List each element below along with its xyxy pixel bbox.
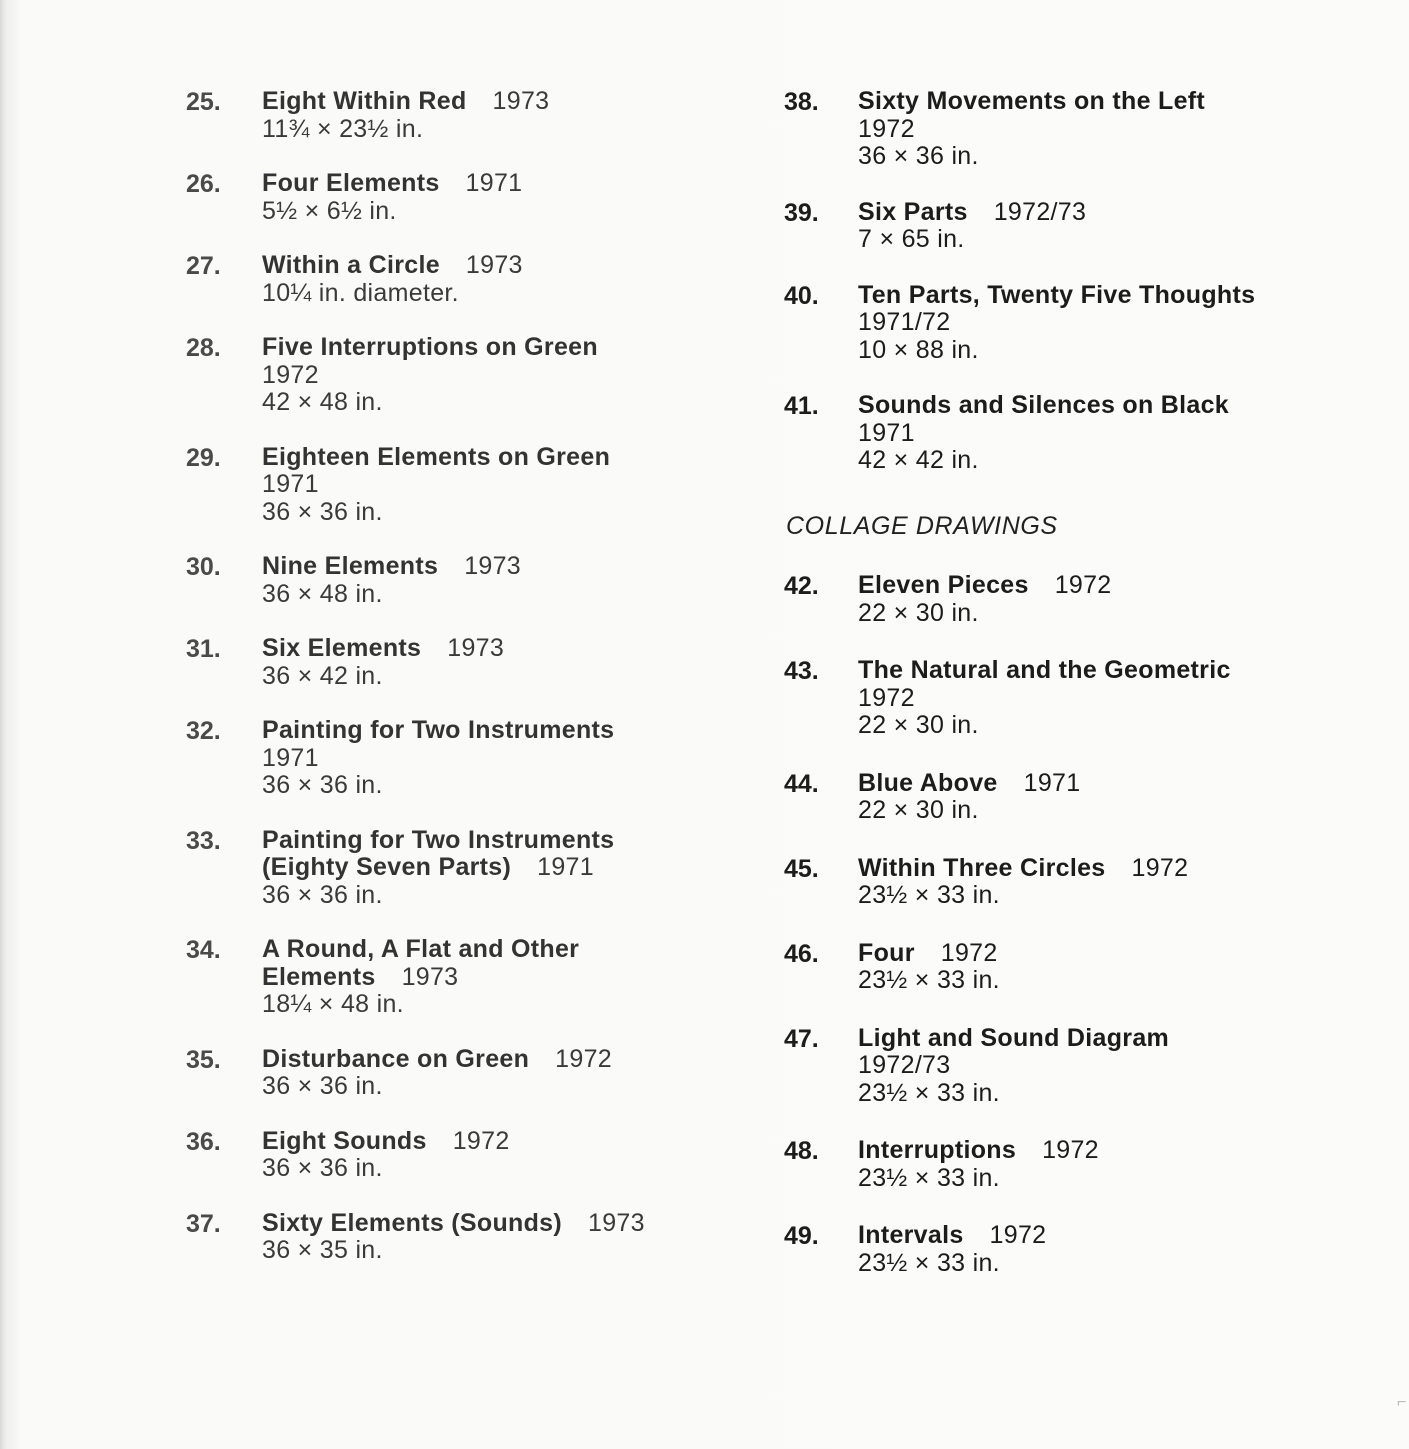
entry-year: 1973 xyxy=(464,552,522,580)
entry-title: Eleven Pieces xyxy=(858,571,1029,599)
entry-dimensions: 22 × 30 in. xyxy=(858,711,979,739)
entry-year: 1971 xyxy=(537,853,594,881)
entry-number: 45. xyxy=(784,854,819,883)
entry-title-line xyxy=(262,964,746,992)
entry-title: Four Elements xyxy=(262,169,440,197)
entry-number: 25. xyxy=(186,88,221,116)
entry-title-line xyxy=(262,1046,746,1074)
entry-year: 1972 xyxy=(858,114,915,143)
catalogue-entry xyxy=(186,88,746,143)
entry-title-line xyxy=(858,572,1374,600)
entry-number: 49. xyxy=(784,1222,819,1250)
catalogue-entry xyxy=(784,770,1374,825)
entry-year: 1971/72 xyxy=(858,308,951,336)
entry-title: The Natural and the Geometric xyxy=(858,656,1231,684)
entry-year: 1972 xyxy=(1131,853,1189,882)
entry-title-line xyxy=(858,88,1374,116)
entry-title: Sixty Movements on the Left xyxy=(858,87,1206,115)
entry-dimensions: 36 × 42 in. xyxy=(262,661,383,690)
section-heading: COLLAGE DRAWINGS xyxy=(786,512,1058,540)
entry-title-line xyxy=(262,1128,746,1156)
entry-title: Within a Circle xyxy=(262,251,440,279)
entry-dimensions: 36 × 36 in. xyxy=(262,880,383,909)
entry-dimensions: 11¾ × 23½ in. xyxy=(262,114,424,143)
entry-title-line xyxy=(262,936,746,964)
entry-title-line xyxy=(858,199,1374,227)
entry-dimensions: 36 × 36 in. xyxy=(262,1154,383,1182)
catalogue-entry xyxy=(186,827,746,910)
entry-title-line xyxy=(262,717,746,745)
entry-title: (Eighty Seven Parts) xyxy=(262,853,512,881)
entry-title: Eighteen Elements on Green xyxy=(262,442,611,471)
entry-number: 31. xyxy=(186,635,221,663)
entry-dimensions: 36 × 36 in. xyxy=(858,142,979,170)
right-column xyxy=(784,88,1374,503)
entry-year: 1972 xyxy=(1054,571,1112,599)
entry-number: 40. xyxy=(784,281,819,310)
entry-year: 1971 xyxy=(262,470,319,498)
catalogue-entry xyxy=(784,1137,1374,1192)
entry-title-line xyxy=(262,88,746,116)
entry-title-line xyxy=(858,1222,1374,1250)
catalogue-entry xyxy=(784,1222,1374,1277)
catalogue-entry xyxy=(186,1128,746,1183)
entry-number: 36. xyxy=(186,1127,221,1156)
entry-dimensions: 36 × 35 in. xyxy=(262,1236,383,1264)
entry-dimensions: 10¼ in. diameter. xyxy=(262,278,459,307)
catalogue-entry xyxy=(186,635,746,690)
entry-number: 41. xyxy=(784,392,819,420)
entry-dimensions: 36 × 36 in. xyxy=(262,771,383,799)
entry-title-line xyxy=(262,827,746,855)
catalogue-entry xyxy=(784,392,1374,475)
entry-year: 1973 xyxy=(401,962,459,991)
entry-title: Four xyxy=(858,938,915,967)
entry-title-line xyxy=(262,553,746,581)
entry-year: 1971 xyxy=(465,169,523,197)
entry-number: 47. xyxy=(784,1024,819,1053)
entry-year: 1973 xyxy=(447,634,505,662)
catalogue-entry xyxy=(186,252,746,307)
entry-year: 1972 xyxy=(940,938,998,967)
entry-year: 1973 xyxy=(465,251,523,279)
catalogue-entry xyxy=(784,572,1374,627)
entry-dimensions: 36 × 36 in. xyxy=(262,1072,383,1100)
entry-number: 37. xyxy=(186,1209,221,1238)
catalogue-entry xyxy=(186,553,746,608)
entry-year: 1972/73 xyxy=(858,1051,951,1079)
catalogue-entry xyxy=(186,1210,746,1265)
entry-title: Ten Parts, Twenty Five Thoughts xyxy=(858,280,1256,309)
catalogue-entry xyxy=(784,1025,1374,1108)
entry-number: 27. xyxy=(186,252,221,280)
entry-title: Sounds and Silences on Black xyxy=(858,391,1229,419)
entry-number: 39. xyxy=(784,198,819,227)
entry-year: 1971 xyxy=(262,743,319,772)
entry-number: 34. xyxy=(186,936,221,964)
entry-number: 28. xyxy=(186,334,221,362)
entry-title: Intervals xyxy=(858,1221,964,1249)
entry-dimensions: 23½ × 33 in. xyxy=(858,881,1000,909)
entry-title-line xyxy=(858,940,1374,968)
entry-number: 38. xyxy=(784,88,819,116)
entry-year: 1973 xyxy=(492,87,550,115)
entry-title-line xyxy=(858,1025,1374,1053)
entry-dimensions: 36 × 48 in. xyxy=(262,579,383,608)
entry-number: 26. xyxy=(186,170,221,198)
entry-year: 1972 xyxy=(1042,1136,1099,1164)
entry-year: 1972 xyxy=(452,1126,510,1155)
entry-title: Five Interruptions on Green xyxy=(262,333,598,361)
entry-number: 33. xyxy=(186,826,221,855)
catalogue-entry xyxy=(186,170,746,225)
entry-title-line xyxy=(858,855,1374,883)
entry-number: 44. xyxy=(784,769,819,798)
entry-year: 1972 xyxy=(989,1221,1047,1249)
catalogue-entry xyxy=(186,334,746,417)
entry-year: 1971 xyxy=(858,418,915,447)
entry-dimensions: 10 × 88 in. xyxy=(858,335,979,364)
entry-title: Blue Above xyxy=(858,768,998,797)
entry-title: Painting for Two Instruments xyxy=(262,716,615,744)
collage-drawings-list xyxy=(784,572,1374,1307)
entry-dimensions: 23½ × 33 in. xyxy=(858,1248,1000,1277)
entry-title: Nine Elements xyxy=(262,552,439,580)
entry-title: Within Three Circles xyxy=(858,853,1106,882)
catalogue-entry xyxy=(784,940,1374,995)
catalogue-entry xyxy=(186,444,746,527)
entry-dimensions: 42 × 42 in. xyxy=(858,446,979,474)
entry-year: 1973 xyxy=(588,1208,645,1237)
entry-number: 30. xyxy=(186,553,221,581)
entry-dimensions: 23½ × 33 in. xyxy=(858,966,1000,994)
catalogue-entry xyxy=(186,717,746,800)
entry-year: 1972 xyxy=(262,360,319,389)
entry-number: 42. xyxy=(784,572,819,600)
entry-title: Interruptions xyxy=(858,1136,1017,1164)
entry-title-line xyxy=(262,854,746,882)
entry-title: Eight Sounds xyxy=(262,1126,427,1155)
entry-number: 32. xyxy=(186,717,221,745)
entry-dimensions: 23½ × 33 in. xyxy=(858,1163,1000,1192)
left-column xyxy=(186,88,746,1292)
catalogue-entry xyxy=(186,1046,746,1101)
entry-title: A Round, A Flat and Other xyxy=(262,935,580,963)
entry-title: Six Parts xyxy=(858,197,968,226)
entry-title: Painting for Two Instruments xyxy=(262,825,615,854)
entry-dimensions: 22 × 30 in. xyxy=(858,598,979,627)
entry-title: Light and Sound Diagram xyxy=(858,1023,1170,1052)
entry-dimensions: 42 × 48 in. xyxy=(262,388,383,416)
entry-dimensions: 36 × 36 in. xyxy=(262,497,383,526)
entry-title-line xyxy=(858,282,1374,310)
page-corner-mark: ⌐ xyxy=(1397,1394,1407,1411)
entry-number: 29. xyxy=(186,443,221,472)
entry-dimensions: 5½ × 6½ in. xyxy=(262,196,397,225)
entry-year: 1971 xyxy=(1023,768,1081,797)
entry-title: Disturbance on Green xyxy=(262,1044,530,1073)
entry-dimensions: 22 × 30 in. xyxy=(858,796,979,824)
entry-number: 48. xyxy=(784,1137,819,1165)
entry-title: Six Elements xyxy=(262,634,422,662)
entry-number: 46. xyxy=(784,939,819,968)
entry-title-line xyxy=(262,170,746,198)
entry-title-line xyxy=(262,334,746,362)
entry-title-line xyxy=(262,1210,746,1238)
entry-title-line xyxy=(262,444,746,472)
entry-title: Sixty Elements (Sounds) xyxy=(262,1208,563,1237)
entry-title: Elements xyxy=(262,962,376,991)
entry-number: 43. xyxy=(784,657,819,685)
entry-year: 1972 xyxy=(555,1044,612,1073)
entry-title-line xyxy=(858,1137,1374,1165)
entry-title-line xyxy=(858,392,1374,420)
entry-dimensions: 7 × 65 in. xyxy=(858,225,965,253)
catalogue-entry xyxy=(784,657,1374,740)
catalogue-entry xyxy=(186,936,746,1019)
entry-year: 1972 xyxy=(858,683,915,712)
entry-title-line xyxy=(858,770,1374,798)
catalogue-entry xyxy=(784,282,1374,365)
entry-number: 35. xyxy=(186,1045,221,1074)
entry-dimensions: 23½ × 33 in. xyxy=(858,1078,1000,1107)
entry-dimensions: 18¼ × 48 in. xyxy=(262,990,404,1018)
entry-year: 1972/73 xyxy=(993,197,1087,226)
entry-title: Eight Within Red xyxy=(262,87,467,115)
entry-title-line xyxy=(262,635,746,663)
catalogue-entry xyxy=(784,199,1374,254)
entry-title-line xyxy=(262,252,746,280)
entry-title-line xyxy=(858,657,1374,685)
catalogue-entry xyxy=(784,88,1374,171)
catalogue-entry xyxy=(784,855,1374,910)
